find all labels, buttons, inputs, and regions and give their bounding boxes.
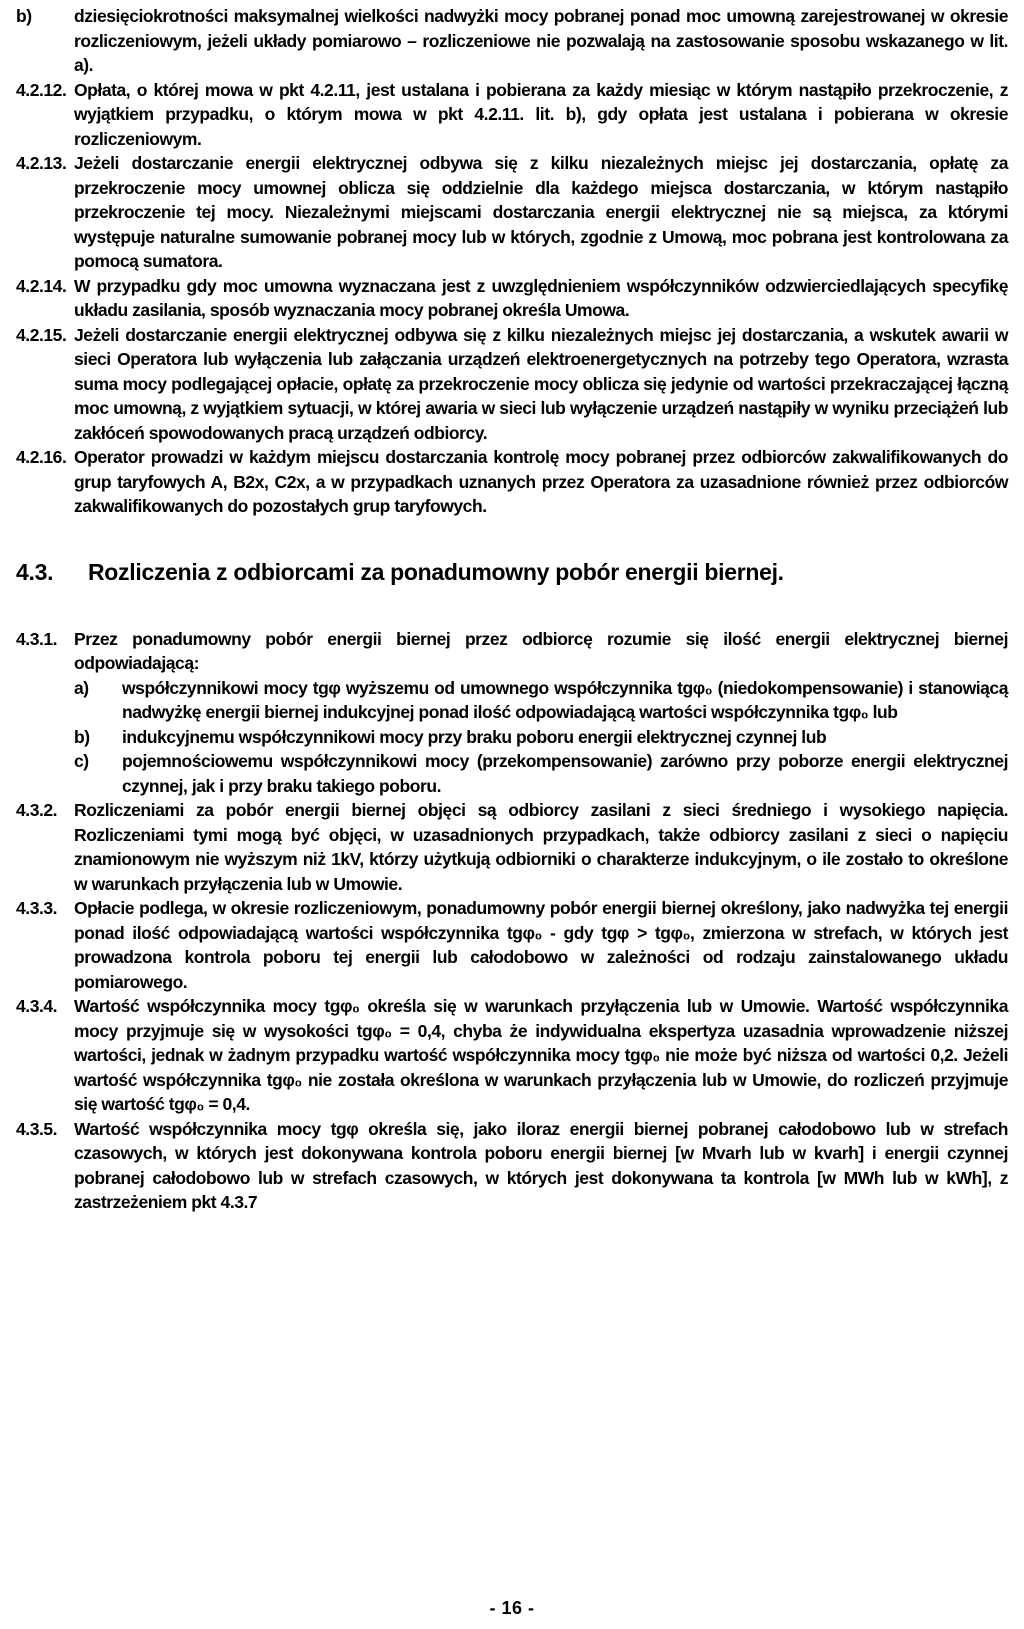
list-item-b: [16, 725, 1008, 750]
paragraph-4-3-5: [16, 1117, 1008, 1215]
page-number: - 16 -: [489, 1598, 535, 1618]
paragraph-number: 4.2.15.: [16, 324, 67, 345]
paragraph-number: 4.2.14.: [16, 275, 67, 296]
section-heading-number: 4.3.: [16, 558, 54, 585]
paragraph-4-2-15: [16, 323, 1008, 446]
paragraph-4-3-4: [16, 994, 1008, 1117]
section-heading-title: Rozliczenia z odbiorcami za ponadumowny pobór energii biernej.: [88, 558, 784, 585]
paragraph-text: Przez ponadumowny pobór energii biernej przez odbiorcę rozumie się ilość energii elektrycznej biernej odpowiadającą:: [74, 628, 1008, 673]
paragraph-text: Operator prowadzi w każdym miejscu dostarczania kontrolę mocy pobranej przez odbiorców zakwalifikowanych do grup taryfowych A, B2x, C2x, a w przypadkach uznanych przez Operatora za uzasadnione również przez odbiorców zakwalifikowanych do pozostałych grup taryfowych.: [74, 447, 1008, 516]
paragraph-4-3-1: [16, 627, 1008, 676]
list-item-mark: b): [74, 726, 90, 747]
paragraph-4-2-12: [16, 78, 1008, 152]
list-item-a: [16, 676, 1008, 725]
paragraph-number: 4.3.2.: [16, 800, 58, 820]
list-item-mark: b): [16, 6, 32, 26]
paragraph-4-3-3: [16, 896, 1008, 994]
list-item-b-intro: [16, 4, 1008, 78]
list-item-text: indukcyjnemu współczynnikowi mocy przy braku poboru energii elektrycznej czynnej lub: [122, 726, 827, 747]
paragraph-text: Wartość współczynnika mocy tgφ₀ określa się w warunkach przyłączenia lub w Umowie. Wartość współczynnika mocy przyjmuje się w wysokości tgφ₀ = 0,4, chyba że indywidualna ekspertyza uzasadnia wprowadzenie niższej wartości, jednak w żadnym przypadku wartość współczynnika mocy tgφ₀ nie może być niższa od wartości 0,2. Jeżeli wartość współczynnika tgφ₀ nie została określona w warunkach przyłączenia lub w Umowie, do rozliczeń przyjmuje się wartość tgφ₀ = 0,4.: [74, 996, 1008, 1114]
list-item-text: pojemnościowemu współczynnikowi mocy (przekompensowanie) zarówno przy poborze energii elektrycznej czynnej, jak i przy braku takiego poboru.: [122, 751, 1008, 796]
paragraph-number: 4.3.5.: [16, 1118, 58, 1139]
paragraph-number: 4.3.4.: [16, 996, 58, 1016]
paragraph-text: Jeżeli dostarczanie energii elektrycznej odbywa się z kilku niezależnych miejsc jej dostarczania, a wskutek awarii w sieci Operatora lub wyłączenia lub załączania urządzeń elektroenergetycznych na potrzeby tego Operatora, wzrasta suma mocy podlegającej opłacie, opłatę za przekroczenie mocy oblicza się jedynie od wartości przekraczającej łączną moc umowną, z wyjątkiem sytuacji, w której awaria w sieci lub wyłączenie urządzeń nastąpiły w wyniku przeciążeń lub zakłóceń spowodowanych pracą urządzeń odbiorcy.: [74, 324, 1008, 443]
paragraph-number: 4.2.12.: [16, 79, 67, 100]
list-item-mark: c): [74, 751, 89, 771]
paragraph-4-2-14: [16, 274, 1008, 323]
list-item-mark: a): [74, 677, 89, 698]
paragraph-number: 4.2.16.: [16, 447, 67, 467]
paragraph-text: Jeżeli dostarczanie energii elektrycznej odbywa się z kilku niezależnych miejsc jej dostarczania, opłatę za przekroczenie mocy umownej oblicza się oddzielnie dla każdego miejsca dostarczania, w którym nastąpiło przekroczenie tej mocy. Niezależnymi miejscami dostarczania energii elektrycznej nie są miejsca, za którymi występuje naturalne sumowanie pobranej mocy lub w których, zgodnie z Umową, moc pobrana jest kontrolowana za pomocą sumatora.: [74, 153, 1008, 271]
paragraph-4-2-16: [16, 445, 1008, 519]
paragraph-text: W przypadku gdy moc umowna wyznaczana jest z uwzględnieniem współczynników odzwierciedlających specyfikę układu zasilania, sposób wyznaczania mocy pobranej określa Umowa.: [74, 275, 1008, 320]
paragraph-text: Rozliczeniami za pobór energii biernej objęci są odbiorcy zasilani z sieci średniego i wysokiego napięcia. Rozliczeniami tymi mogą być objęci, w uzasadnionych przypadkach, także odbiorcy zasilani z sieci o napięciu znamionowym nie wyższym niż 1kV, którzy użytkują odbiorniki o charakterze indukcyjnym, o ile zostało to określone w warunkach przyłączenia lub w Umowie.: [74, 800, 1008, 894]
paragraph-text: Opłata, o której mowa w pkt 4.2.11, jest ustalana i pobierana za każdy miesiąc w którym nastąpiło przekroczenie, z wyjątkiem przypadku, o którym mowa w pkt 4.2.11. lit. b), gdy opłata jest ustalana i pobierana w okresie rozliczeniowym.: [74, 79, 1008, 149]
paragraph-text: Opłacie podlega, w okresie rozliczeniowym, ponadumowny pobór energii biernej określony, jako nadwyżka tej energii ponad ilość odpowiadającą wartości współczynnika tgφ₀ - gdy tgφ > tgφ₀, zmierzona w strefach, w których jest prowadzona kontrola poboru tej energii lub całodobowo w zależności od rodzaju zainstalowanego układu pomiarowego.: [74, 898, 1008, 992]
paragraph-number: 4.3.1.: [16, 628, 58, 649]
list-item-text: dziesięciokrotności maksymalnej wielkości nadwyżki mocy pobranej ponad moc umowną zarejestrowanej w okresie rozliczeniowym, jeżeli układy pomiarowo – rozliczeniowe nie pozwalają na zastosowanie sposobu wskazanego w lit. a).: [74, 6, 1008, 75]
paragraph-text: Wartość współczynnika mocy tgφ określa się, jako iloraz energii biernej pobranej całodobowo lub w strefach czasowych, w których jest dokonywana kontrola poboru energii biernej [w Mvarh lub w kvarh] i energii czynnej pobranej całodobowo lub w strefach czasowych, w których jest dokonywana ta kontrola [w MWh lub w kWh], z zastrzeżeniem pkt 4.3.7: [74, 1118, 1008, 1212]
paragraph-number: 4.2.13.: [16, 153, 67, 173]
paragraph-4-3-2: [16, 798, 1008, 896]
paragraph-4-2-13: [16, 151, 1008, 274]
paragraph-number: 4.3.3.: [16, 898, 58, 918]
list-item-c: [16, 749, 1008, 798]
list-item-text: współczynnikowi mocy tgφ wyższemu od umownego współczynnika tgφ₀ (niedokompensowanie) i stanowiącą nadwyżkę energii biernej indukcyjnej ponad ilość odpowiadającą wartości współczynnika tgφ₀ lub: [122, 677, 1008, 722]
section-heading-4-3: [16, 557, 1008, 587]
